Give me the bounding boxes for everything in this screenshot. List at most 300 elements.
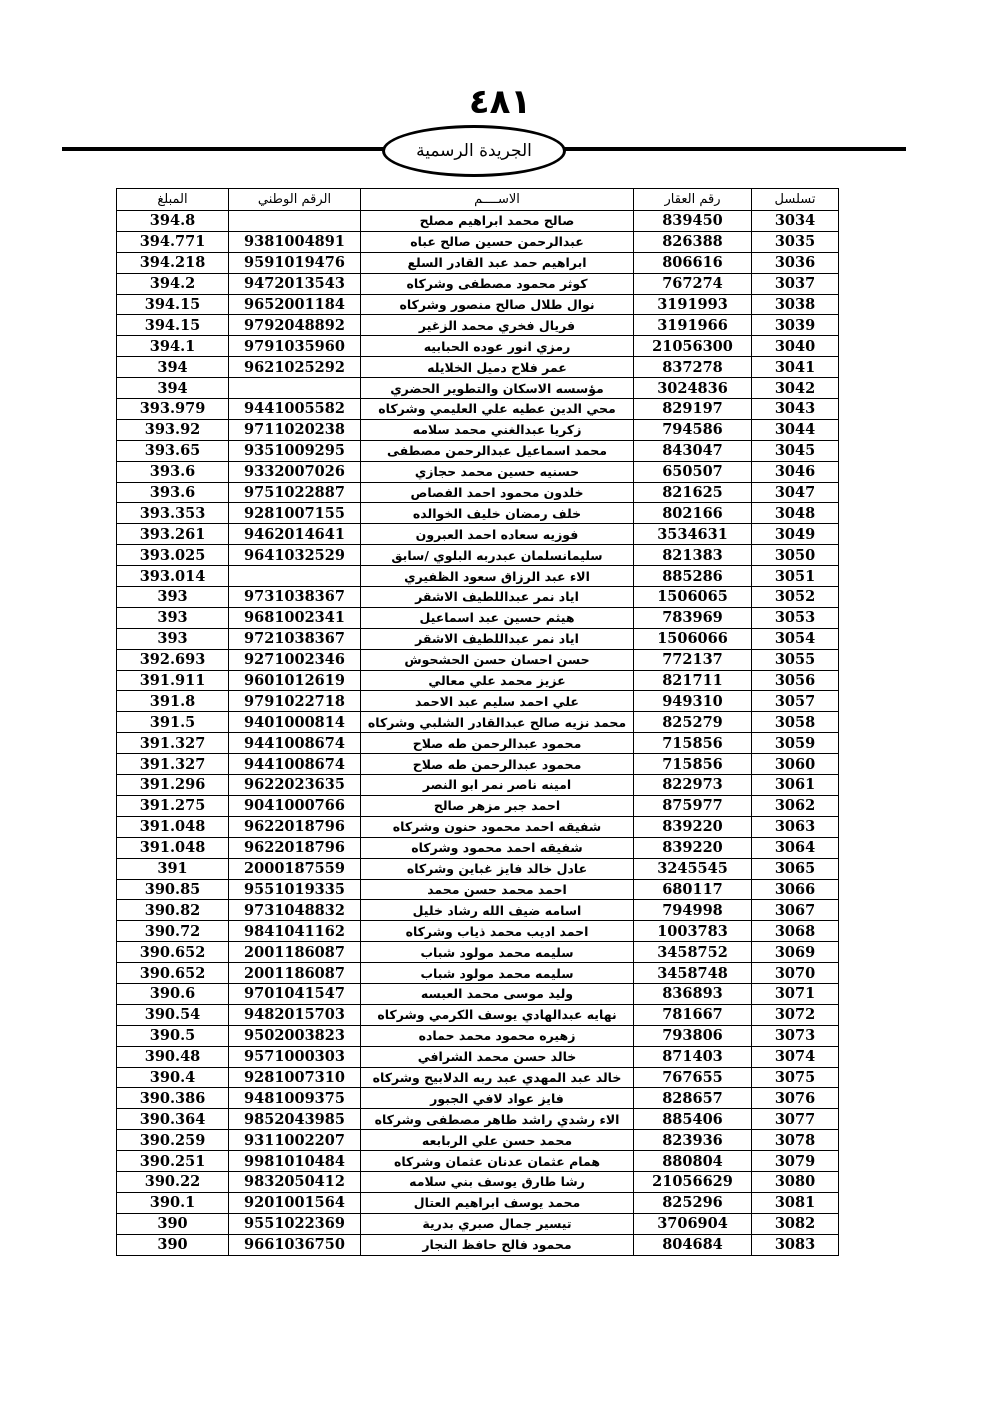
table-row xyxy=(117,378,839,399)
table-row xyxy=(117,231,839,252)
cell-national-id: 9351009295 xyxy=(229,440,361,461)
cell-amount: 391 xyxy=(117,858,229,879)
cell-sequence: 3057 xyxy=(752,691,839,712)
table-row xyxy=(117,1192,839,1213)
cell-sequence: 3062 xyxy=(752,795,839,816)
table-row xyxy=(117,816,839,837)
cell-national-id: 9311002207 xyxy=(229,1130,361,1151)
cell-name: فريال فخري محمد الزغير xyxy=(361,315,634,336)
cell-property-number: 821625 xyxy=(634,482,752,503)
cell-amount: 391.048 xyxy=(117,816,229,837)
table-row xyxy=(117,879,839,900)
column-header-name: الاســــم xyxy=(361,189,634,211)
cell-name: رمزي انور عوده الحبابيه xyxy=(361,336,634,357)
cell-national-id: 9381004891 xyxy=(229,231,361,252)
cell-amount: 391.048 xyxy=(117,837,229,858)
cell-amount: 390.54 xyxy=(117,1004,229,1025)
cell-amount: 390.251 xyxy=(117,1151,229,1172)
cell-property-number: 3706904 xyxy=(634,1213,752,1234)
cell-property-number: 1506065 xyxy=(634,587,752,608)
table-row xyxy=(117,963,839,984)
cell-national-id: 9201001564 xyxy=(229,1192,361,1213)
cell-property-number: 21056629 xyxy=(634,1171,752,1192)
table-row xyxy=(117,921,839,942)
table-row xyxy=(117,649,839,670)
cell-property-number: 3191966 xyxy=(634,315,752,336)
table-row xyxy=(117,1025,839,1046)
cell-amount: 393.025 xyxy=(117,545,229,566)
table-row xyxy=(117,775,839,796)
table-row xyxy=(117,1088,839,1109)
cell-property-number: 806616 xyxy=(634,252,752,273)
table-row xyxy=(117,733,839,754)
cell-property-number: 1003783 xyxy=(634,921,752,942)
table-row xyxy=(117,336,839,357)
cell-property-number: 767274 xyxy=(634,273,752,294)
cell-amount: 390.4 xyxy=(117,1067,229,1088)
cell-sequence: 3054 xyxy=(752,628,839,649)
cell-sequence: 3065 xyxy=(752,858,839,879)
cell-property-number: 3191993 xyxy=(634,294,752,315)
cell-amount: 393.92 xyxy=(117,419,229,440)
cell-name: الاء رشدي راشد طاهر مصطفى وشركاه xyxy=(361,1109,634,1130)
cell-property-number: 825296 xyxy=(634,1192,752,1213)
cell-name: حسنيه حسين محمد حجازي xyxy=(361,461,634,482)
cell-property-number: 822973 xyxy=(634,775,752,796)
cell-sequence: 3056 xyxy=(752,670,839,691)
cell-sequence: 3070 xyxy=(752,963,839,984)
cell-sequence: 3068 xyxy=(752,921,839,942)
table-row xyxy=(117,1109,839,1130)
table-row xyxy=(117,795,839,816)
cell-property-number: 3534631 xyxy=(634,524,752,545)
cell-sequence: 3040 xyxy=(752,336,839,357)
cell-name: صالح محمد ابراهيم مصلح xyxy=(361,211,634,232)
cell-amount: 390.22 xyxy=(117,1171,229,1192)
cell-national-id: 9701041547 xyxy=(229,983,361,1004)
table-row xyxy=(117,482,839,503)
cell-sequence: 3039 xyxy=(752,315,839,336)
cell-name: خالد عبد المهدي عبد ربه الدلابيح وشركاه xyxy=(361,1067,634,1088)
cell-property-number: 836893 xyxy=(634,983,752,1004)
cell-name: عزيز محمد علي معالي xyxy=(361,670,634,691)
cell-property-number: 781667 xyxy=(634,1004,752,1025)
table-row xyxy=(117,1234,839,1255)
gazette-title: الجريدة الرسمية xyxy=(416,141,532,161)
cell-name: خلدون محمود احمد الفصاص xyxy=(361,482,634,503)
cell-sequence: 3034 xyxy=(752,211,839,232)
cell-name: سليمانسلمان عبدربه البلوي /سابق xyxy=(361,545,634,566)
cell-property-number: 767655 xyxy=(634,1067,752,1088)
table-row xyxy=(117,858,839,879)
cell-sequence: 3079 xyxy=(752,1151,839,1172)
cell-name: عمر فلاح دميل الخلايله xyxy=(361,357,634,378)
cell-sequence: 3046 xyxy=(752,461,839,482)
cell-national-id: 9551019335 xyxy=(229,879,361,900)
cell-national-id: 9441008674 xyxy=(229,754,361,775)
cell-amount: 390.6 xyxy=(117,983,229,1004)
cell-sequence: 3042 xyxy=(752,378,839,399)
cell-national-id: 9281007310 xyxy=(229,1067,361,1088)
cell-national-id: 9481009375 xyxy=(229,1088,361,1109)
cell-sequence: 3060 xyxy=(752,754,839,775)
cell-sequence: 3052 xyxy=(752,587,839,608)
cell-property-number: 821711 xyxy=(634,670,752,691)
cell-sequence: 3078 xyxy=(752,1130,839,1151)
cell-amount: 392.693 xyxy=(117,649,229,670)
cell-national-id: 9622018796 xyxy=(229,837,361,858)
cell-sequence: 3082 xyxy=(752,1213,839,1234)
cell-sequence: 3051 xyxy=(752,566,839,587)
cell-amount: 390.5 xyxy=(117,1025,229,1046)
cell-sequence: 3080 xyxy=(752,1171,839,1192)
table-row xyxy=(117,691,839,712)
cell-name: محمود عبدالرحمن طه صلاح xyxy=(361,733,634,754)
cell-name: ابراهيم حمد عبد القادر السلع xyxy=(361,252,634,273)
cell-sequence: 3073 xyxy=(752,1025,839,1046)
cell-property-number: 3024836 xyxy=(634,378,752,399)
cell-amount: 391.296 xyxy=(117,775,229,796)
table-row xyxy=(117,252,839,273)
table-row xyxy=(117,315,839,336)
cell-property-number: 3458748 xyxy=(634,963,752,984)
cell-name: محمود فالح حافظ النجار xyxy=(361,1234,634,1255)
table-row xyxy=(117,1046,839,1067)
cell-amount: 394.1 xyxy=(117,336,229,357)
cell-amount: 393 xyxy=(117,628,229,649)
cell-property-number: 1506066 xyxy=(634,628,752,649)
cell-sequence: 3047 xyxy=(752,482,839,503)
cell-amount: 393 xyxy=(117,607,229,628)
cell-amount: 394.15 xyxy=(117,294,229,315)
column-header-national-id: الرقم الوطني xyxy=(229,189,361,211)
cell-name: محمود عبدالرحمن طه صلاح xyxy=(361,754,634,775)
cell-sequence: 3058 xyxy=(752,712,839,733)
cell-national-id: 9281007155 xyxy=(229,503,361,524)
cell-property-number: 829197 xyxy=(634,399,752,420)
table-row xyxy=(117,273,839,294)
table-row xyxy=(117,1130,839,1151)
cell-amount: 394.2 xyxy=(117,273,229,294)
table-row xyxy=(117,1151,839,1172)
cell-name: شفيقه احمد محمود حنون وشركاه xyxy=(361,816,634,837)
records-table xyxy=(116,188,839,1256)
cell-sequence: 3083 xyxy=(752,1234,839,1255)
table-row xyxy=(117,607,839,628)
header-rule-right xyxy=(562,147,906,151)
cell-name: احمد اديب محمد ذياب وشركاه xyxy=(361,921,634,942)
cell-national-id xyxy=(229,566,361,587)
cell-national-id: 9041000766 xyxy=(229,795,361,816)
table-row xyxy=(117,712,839,733)
cell-name: نهايه عبدالهادي يوسف الكرمي وشركاه xyxy=(361,1004,634,1025)
page-number: ٤٨١ xyxy=(468,82,532,122)
table-header-row xyxy=(117,189,839,211)
cell-name: زهيره محمود محمد حماده xyxy=(361,1025,634,1046)
column-header-amount: المبلغ xyxy=(117,189,229,211)
cell-national-id: 9332007026 xyxy=(229,461,361,482)
cell-property-number: 828657 xyxy=(634,1088,752,1109)
table-row xyxy=(117,670,839,691)
table-row xyxy=(117,1213,839,1234)
table-row xyxy=(117,461,839,482)
cell-sequence: 3053 xyxy=(752,607,839,628)
cell-sequence: 3041 xyxy=(752,357,839,378)
cell-property-number: 783969 xyxy=(634,607,752,628)
table-row xyxy=(117,837,839,858)
cell-national-id: 9731048832 xyxy=(229,900,361,921)
cell-property-number: 871403 xyxy=(634,1046,752,1067)
cell-amount: 391.327 xyxy=(117,754,229,775)
cell-name: وليد موسى محمد العبسه xyxy=(361,983,634,1004)
cell-national-id: 9472013543 xyxy=(229,273,361,294)
table-row xyxy=(117,440,839,461)
column-header-property-number: رقم العقار xyxy=(634,189,752,211)
cell-amount: 390 xyxy=(117,1234,229,1255)
cell-sequence: 3071 xyxy=(752,983,839,1004)
cell-national-id: 9441005582 xyxy=(229,399,361,420)
cell-sequence: 3072 xyxy=(752,1004,839,1025)
cell-property-number: 794998 xyxy=(634,900,752,921)
cell-national-id xyxy=(229,211,361,232)
cell-sequence: 3050 xyxy=(752,545,839,566)
cell-name: تيسير جمال صبري بدرية xyxy=(361,1213,634,1234)
cell-name: هيثم حسين عبد اسماعيل xyxy=(361,607,634,628)
cell-property-number: 821383 xyxy=(634,545,752,566)
cell-property-number: 875977 xyxy=(634,795,752,816)
table-row xyxy=(117,754,839,775)
cell-national-id: 9652001184 xyxy=(229,294,361,315)
cell-sequence: 3037 xyxy=(752,273,839,294)
cell-property-number: 21056300 xyxy=(634,336,752,357)
cell-amount: 390.652 xyxy=(117,942,229,963)
table-row xyxy=(117,524,839,545)
cell-amount: 394 xyxy=(117,357,229,378)
table-row xyxy=(117,503,839,524)
cell-sequence: 3081 xyxy=(752,1192,839,1213)
cell-name: اياد نمر عبداللطيف الاشقر xyxy=(361,628,634,649)
cell-amount: 391.275 xyxy=(117,795,229,816)
cell-property-number: 823936 xyxy=(634,1130,752,1151)
cell-amount: 394.15 xyxy=(117,315,229,336)
cell-amount: 391.5 xyxy=(117,712,229,733)
table-row xyxy=(117,1004,839,1025)
cell-name: محمد يوسف ابراهيم العتال xyxy=(361,1192,634,1213)
cell-name: الاء عبد الرزاق سعود الظفيري xyxy=(361,566,634,587)
cell-name: مؤسسه الاسكان والتطوير الحضري xyxy=(361,378,634,399)
cell-national-id: 2001186087 xyxy=(229,963,361,984)
cell-property-number: 3245545 xyxy=(634,858,752,879)
cell-sequence: 3064 xyxy=(752,837,839,858)
cell-national-id: 9571000303 xyxy=(229,1046,361,1067)
cell-sequence: 3059 xyxy=(752,733,839,754)
column-header-sequence: تسلسل xyxy=(752,189,839,211)
cell-national-id: 9981010484 xyxy=(229,1151,361,1172)
cell-property-number: 885406 xyxy=(634,1109,752,1130)
cell-sequence: 3069 xyxy=(752,942,839,963)
gazette-title-badge xyxy=(382,125,566,177)
cell-name: نوال طلال صالح منصور وشركاه xyxy=(361,294,634,315)
table-row xyxy=(117,545,839,566)
cell-national-id: 9721038367 xyxy=(229,628,361,649)
cell-amount: 391.8 xyxy=(117,691,229,712)
cell-name: محي الدين عطيه علي العليمي وشركاه xyxy=(361,399,634,420)
cell-national-id: 9751022887 xyxy=(229,482,361,503)
cell-name: امينه ناصر نمر ابو النصر xyxy=(361,775,634,796)
cell-sequence: 3044 xyxy=(752,419,839,440)
cell-name: عادل خالد فايز غباين وشركاه xyxy=(361,858,634,879)
cell-amount: 390.72 xyxy=(117,921,229,942)
cell-name: سليمه محمد مولود شباب xyxy=(361,963,634,984)
cell-name: همام عثمان عدنان عثمان وشركاه xyxy=(361,1151,634,1172)
table-row xyxy=(117,357,839,378)
cell-property-number: 650507 xyxy=(634,461,752,482)
cell-sequence: 3048 xyxy=(752,503,839,524)
table-row xyxy=(117,211,839,232)
table-row xyxy=(117,587,839,608)
cell-property-number: 793806 xyxy=(634,1025,752,1046)
cell-national-id: 9502003823 xyxy=(229,1025,361,1046)
cell-property-number: 715856 xyxy=(634,754,752,775)
cell-name: محمد نزيه صالح عبدالقادر الشلبي وشركاه xyxy=(361,712,634,733)
cell-property-number: 772137 xyxy=(634,649,752,670)
cell-national-id: 9621025292 xyxy=(229,357,361,378)
table-row xyxy=(117,566,839,587)
cell-sequence: 3055 xyxy=(752,649,839,670)
cell-amount: 394.218 xyxy=(117,252,229,273)
cell-amount: 390.1 xyxy=(117,1192,229,1213)
cell-national-id: 9271002346 xyxy=(229,649,361,670)
cell-property-number: 837278 xyxy=(634,357,752,378)
cell-national-id: 9622023635 xyxy=(229,775,361,796)
cell-national-id: 9841041162 xyxy=(229,921,361,942)
cell-national-id: 9401000814 xyxy=(229,712,361,733)
cell-sequence: 3063 xyxy=(752,816,839,837)
cell-name: زكريا عبدالغني محمد سلامه xyxy=(361,419,634,440)
cell-property-number: 715856 xyxy=(634,733,752,754)
cell-national-id: 9792048892 xyxy=(229,315,361,336)
cell-amount: 390.364 xyxy=(117,1109,229,1130)
header-rule-left xyxy=(62,147,392,151)
cell-amount: 394.8 xyxy=(117,211,229,232)
cell-sequence: 3035 xyxy=(752,231,839,252)
table-row xyxy=(117,628,839,649)
cell-national-id: 9641032529 xyxy=(229,545,361,566)
cell-name: خالد حسن محمد الشرافي xyxy=(361,1046,634,1067)
cell-property-number: 794586 xyxy=(634,419,752,440)
cell-property-number: 825279 xyxy=(634,712,752,733)
cell-amount: 390.48 xyxy=(117,1046,229,1067)
table-row xyxy=(117,399,839,420)
cell-national-id: 9462014641 xyxy=(229,524,361,545)
cell-property-number: 885286 xyxy=(634,566,752,587)
cell-national-id: 9441008674 xyxy=(229,733,361,754)
cell-national-id: 9601012619 xyxy=(229,670,361,691)
table-row xyxy=(117,1067,839,1088)
cell-property-number: 680117 xyxy=(634,879,752,900)
cell-amount: 393.979 xyxy=(117,399,229,420)
cell-property-number: 880804 xyxy=(634,1151,752,1172)
cell-amount: 393 xyxy=(117,587,229,608)
cell-national-id: 9551022369 xyxy=(229,1213,361,1234)
cell-amount: 394 xyxy=(117,378,229,399)
cell-amount: 393.014 xyxy=(117,566,229,587)
cell-amount: 390.82 xyxy=(117,900,229,921)
cell-national-id: 9482015703 xyxy=(229,1004,361,1025)
cell-name: شفيقه احمد محمود وشركاه xyxy=(361,837,634,858)
cell-national-id xyxy=(229,378,361,399)
cell-national-id: 2001186087 xyxy=(229,942,361,963)
cell-sequence: 3061 xyxy=(752,775,839,796)
cell-name: عبدالرحمن حسين صالح عباه xyxy=(361,231,634,252)
cell-amount: 390 xyxy=(117,1213,229,1234)
cell-name: احمد جبر مزهر صالح xyxy=(361,795,634,816)
cell-sequence: 3066 xyxy=(752,879,839,900)
cell-amount: 390.259 xyxy=(117,1130,229,1151)
cell-national-id: 9681002341 xyxy=(229,607,361,628)
cell-national-id: 9711020238 xyxy=(229,419,361,440)
cell-national-id: 9791022718 xyxy=(229,691,361,712)
cell-sequence: 3045 xyxy=(752,440,839,461)
cell-name: فوزيه سعاده احمد العبرون xyxy=(361,524,634,545)
cell-name: اياد نمر عبداللطيف الاشقر xyxy=(361,587,634,608)
cell-amount: 390.85 xyxy=(117,879,229,900)
cell-property-number: 802166 xyxy=(634,503,752,524)
cell-national-id: 9852043985 xyxy=(229,1109,361,1130)
cell-national-id: 9661036750 xyxy=(229,1234,361,1255)
cell-name: علي احمد سليم عبد الاحمد xyxy=(361,691,634,712)
table-row xyxy=(117,294,839,315)
cell-name: كوثر محمود مصطفى وشركاه xyxy=(361,273,634,294)
cell-property-number: 826388 xyxy=(634,231,752,252)
cell-name: اسامه ضيف الله رشاد خليل xyxy=(361,900,634,921)
cell-name: خلف رمضان خليف الخوالده xyxy=(361,503,634,524)
cell-national-id: 9622018796 xyxy=(229,816,361,837)
cell-name: فايز عواد لافي الجبور xyxy=(361,1088,634,1109)
cell-amount: 391.911 xyxy=(117,670,229,691)
cell-property-number: 949310 xyxy=(634,691,752,712)
table-row xyxy=(117,1171,839,1192)
cell-amount: 393.353 xyxy=(117,503,229,524)
cell-name: حسن احسان حسن الحشحوش xyxy=(361,649,634,670)
cell-sequence: 3077 xyxy=(752,1109,839,1130)
table-row xyxy=(117,419,839,440)
cell-amount: 393.261 xyxy=(117,524,229,545)
table-row xyxy=(117,900,839,921)
cell-property-number: 3458752 xyxy=(634,942,752,963)
cell-name: محمد اسماعيل عبدالرحمن مصطفى xyxy=(361,440,634,461)
cell-national-id: 9791035960 xyxy=(229,336,361,357)
cell-sequence: 3038 xyxy=(752,294,839,315)
cell-amount: 393.6 xyxy=(117,461,229,482)
cell-property-number: 839220 xyxy=(634,837,752,858)
cell-amount: 390.652 xyxy=(117,963,229,984)
cell-national-id: 9832050412 xyxy=(229,1171,361,1192)
cell-amount: 391.327 xyxy=(117,733,229,754)
cell-amount: 393.6 xyxy=(117,482,229,503)
records-table-body xyxy=(117,211,839,1256)
cell-name: احمد محمد حسن محمد xyxy=(361,879,634,900)
cell-amount: 394.771 xyxy=(117,231,229,252)
cell-sequence: 3074 xyxy=(752,1046,839,1067)
cell-name: محمد حسن علي الربابعه xyxy=(361,1130,634,1151)
table-row xyxy=(117,983,839,1004)
cell-sequence: 3049 xyxy=(752,524,839,545)
cell-sequence: 3043 xyxy=(752,399,839,420)
cell-national-id: 9731038367 xyxy=(229,587,361,608)
cell-sequence: 3075 xyxy=(752,1067,839,1088)
cell-national-id: 9591019476 xyxy=(229,252,361,273)
